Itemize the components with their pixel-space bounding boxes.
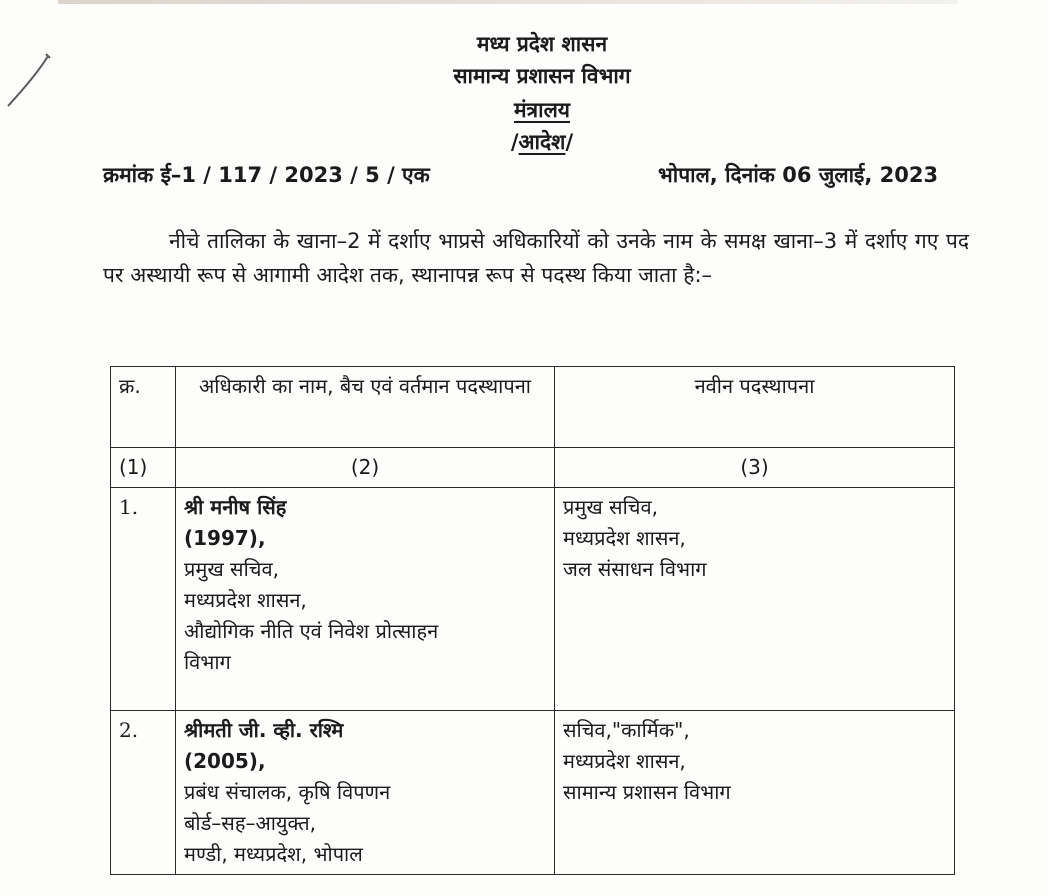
- new-posting-line: जल संसाधन विभाग: [563, 557, 707, 581]
- header-officer: अधिकारी का नाम, बैच एवं वर्तमान पदस्थापना: [176, 367, 555, 448]
- order-paragraph: नीचे तालिका के खाना–2 में दर्शाए भाप्रसे अधिकारियों को उनके नाम के समक्ष खाना–3 में दर्शाए गए पद पर अस्थायी रूप से आगामी आदेश तक, स्थानापन्न रूप से पदस्थ किया जाता है:–: [103, 229, 969, 287]
- table-row: [111, 488, 955, 711]
- current-posting-line: बोर्ड–सह–आयुक्त,: [184, 811, 316, 835]
- current-posting-line: प्रबंध संचालक, कृषि विपणन: [184, 780, 391, 804]
- department-name: सामान्य प्रशासन विभाग: [453, 64, 631, 88]
- new-posting-line: मध्यप्रदेश शासन,: [563, 749, 686, 773]
- officer-cell: [176, 711, 555, 875]
- posting-table: [110, 366, 955, 875]
- column-number-row: [111, 448, 955, 488]
- office-name: [18, 96, 1048, 124]
- header-new-posting: नवीन पदस्थापना: [555, 367, 955, 448]
- reference-number: क्रमांक ई–1 / 117 / 2023 / 5 / एक: [103, 163, 430, 187]
- order-slash-close: /: [565, 130, 574, 154]
- row-serial: 2.: [111, 711, 176, 875]
- government-name: मध्य प्रदेश शासन: [476, 32, 608, 56]
- officer-name: श्रीमती जी. व्ही. रश्मि: [184, 718, 344, 742]
- place-and-date: भोपाल, दिनांक 06 जुलाई, 2023: [658, 163, 939, 187]
- officer-batch: (1997),: [184, 526, 266, 550]
- new-posting-line: सचिव,"कार्मिक",: [563, 718, 690, 742]
- current-posting-line: विभाग: [184, 650, 231, 674]
- current-posting-line: औद्योगिक नीति एवं निवेश प्रोत्साहन: [184, 619, 439, 643]
- order-word: आदेश: [518, 130, 566, 154]
- current-posting-line: मण्डी, मध्यप्रदेश, भोपाल: [184, 842, 363, 866]
- new-posting-line: प्रमुख सचिव,: [563, 495, 658, 519]
- officer-cell: [176, 488, 555, 711]
- table-header-row: [111, 367, 955, 448]
- scan-edge: [58, 0, 958, 4]
- new-posting-line: मध्यप्रदेश शासन,: [563, 526, 686, 550]
- header-serial: क्र.: [111, 367, 176, 448]
- column-number-1: (1): [111, 448, 176, 488]
- current-posting-line: प्रमुख सचिव,: [184, 557, 279, 581]
- new-posting-cell: [555, 711, 955, 875]
- order-slash-open: /: [510, 130, 519, 154]
- office-name-text: मंत्रालय: [513, 98, 570, 122]
- table-row: [111, 711, 955, 875]
- officer-batch: (2005),: [184, 749, 266, 773]
- row-serial: 1.: [111, 488, 176, 711]
- current-posting-line: मध्यप्रदेश शासन,: [184, 588, 307, 612]
- column-number-2: (2): [176, 448, 555, 488]
- column-number-3: (3): [555, 448, 955, 488]
- new-posting-cell: [555, 488, 955, 711]
- order-heading: [18, 128, 1048, 156]
- new-posting-line: सामान्य प्रशासन विभाग: [563, 780, 731, 804]
- officer-name: श्री मनीष सिंह: [184, 495, 287, 519]
